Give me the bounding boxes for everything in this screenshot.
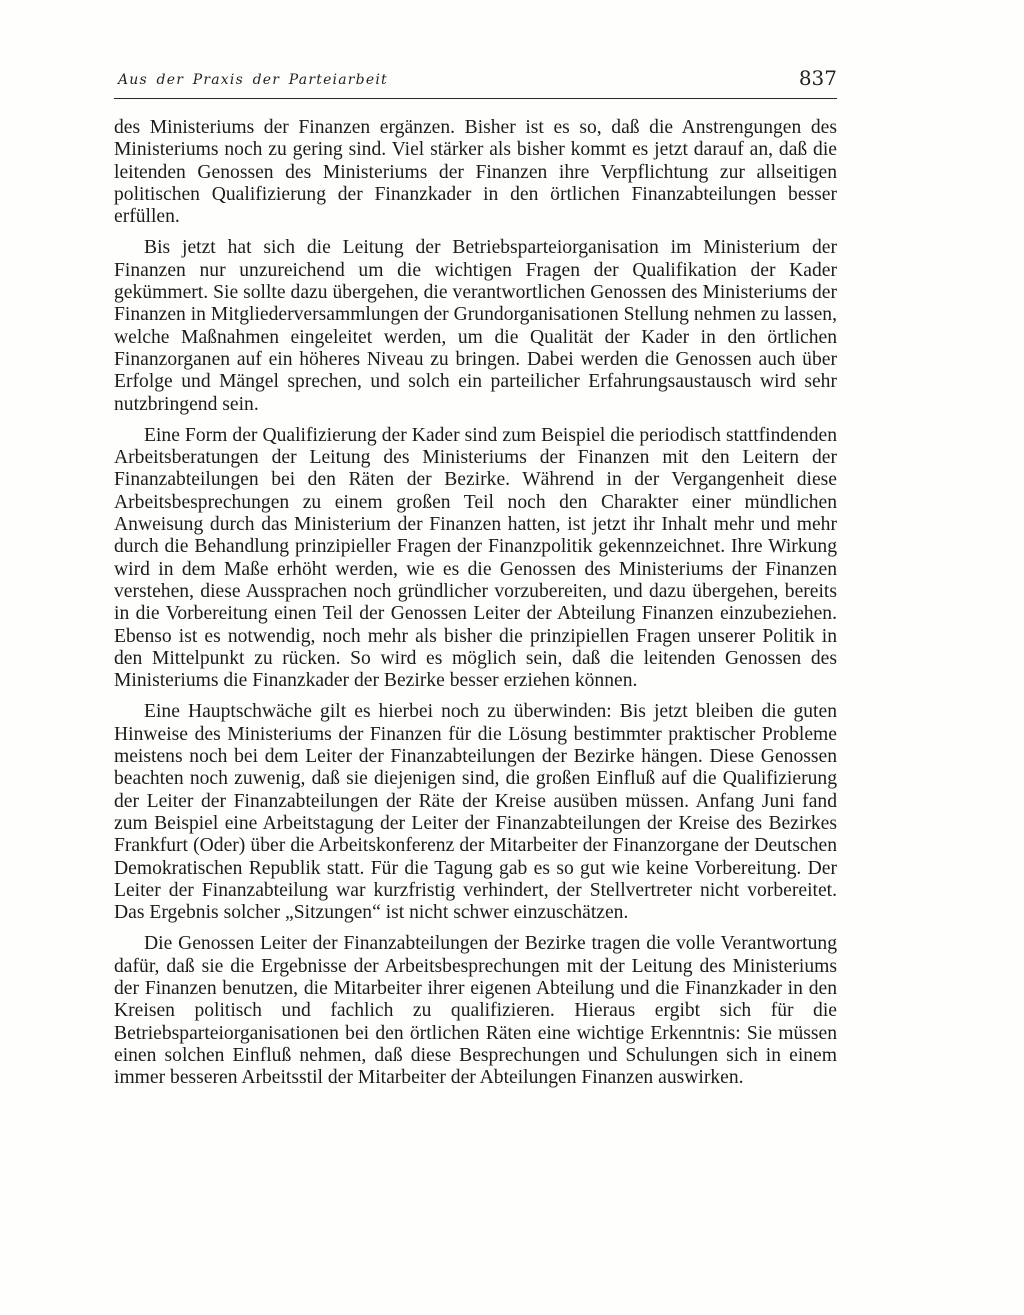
paragraph-5: Die Genossen Leiter der Finanzabteilungen der Bezirke tragen die volle Verantwortung dafür, daß sie die Ergebnisse der Arbeitsbesprechungen mit der Leitung des Ministeriums der Finanzen benutzen, die Mitarbeiter ihrer eigenen Abteilung und die Finanzkader in den Kreisen politisch und fachlich zu qualifizieren. Hieraus ergibt sich für die Betriebsparteiorganisationen bei den örtlichen Räten eine wichtige Erkenntnis: Sie müssen einen solchen Einfluß nehmen, daß diese Besprechungen und Schulungen sich in einem immer besseren Arbeitsstil der Mitarbeiter der Abteilungen Finanzen auswirken. xyxy=(114,933,837,1089)
paragraph-2: Bis jetzt hat sich die Leitung der Betriebsparteiorganisation im Ministerium der Finanzen nur unzureichend um die wichtigen Fragen der Qualifikation der Kader gekümmert. Sie sollte dazu übergehen, die verantwortlichen Genossen des Ministeriums der Finanzen in Mitgliederversammlungen der Grundorganisationen Stellung nehmen zu lassen, welche Maßnahmen eingeleitet werden, um die Qualität der Kader in den örtlichen Finanzorganen auf ein höheres Niveau zu bringen. Dabei werden die Genossen auch über Erfolge und Mängel sprechen, und solch ein parteilicher Erfahrungsaustausch wird sehr nutzbringend sein. xyxy=(114,237,837,415)
paragraph-4: Eine Hauptschwäche gilt es hierbei noch zu überwinden: Bis jetzt bleiben die guten Hinweise des Ministeriums der Finanzen für die Lösung bestimmter praktischer Probleme meistens noch bei dem Leiter der Finanzabteilungen der Bezirke hängen. Diese Genossen beachten noch zuwenig, daß sie diejenigen sind, die großen Einfluß auf die Qualifizierung der Leiter der Finanzabteilungen der Räte der Kreise ausüben müssen. Anfang Juni fand zum Beispiel eine Arbeitstagung der Leiter der Finanzabteilungen der Kreise des Bezirkes Frankfurt (Oder) über die Arbeitskonferenz der Mitarbeiter der Finanzorgane der Deutschen Demokratischen Republik statt. Für die Tagung gab es so gut wie keine Vorbereitung. Der Leiter der Finanzabteilung war kurzfristig verhindert, der Stellvertreter nicht vorbereitet. Das Ergebnis solcher „Sitzungen“ ist nicht schwer einzuschätzen. xyxy=(114,701,837,924)
running-header xyxy=(114,66,837,99)
paragraph-1: des Ministeriums der Finanzen ergänzen. Bisher ist es so, daß die Anstrengungen des Ministeriums noch zu gering sind. Viel stärker als bisher kommt es jetzt darauf an, daß die leitenden Genossen des Ministeriums der Finanzen ihre Verpflichtung zur allseitigen politischen Qualifizierung der Finanzkader in den örtlichen Finanzabteilungen besser erfüllen. xyxy=(114,117,837,228)
paragraph-3: Eine Form der Qualifizierung der Kader sind zum Beispiel die periodisch stattfindenden Arbeitsberatungen der Leitung des Ministeriums der Finanzen mit den Leitern der Finanzabteilungen bei den Räten der Bezirke. Während in der Vergangenheit diese Arbeitsbesprechungen zu einem großen Teil noch den Charakter einer mündlichen Anweisung durch das Ministerium der Finanzen hatten, ist jetzt ihr Inhalt mehr und mehr durch die Behandlung prinzipieller Fragen der Finanzpolitik gekennzeichnet. Ihre Wirkung wird in dem Maße erhöht werden, wie es die Genossen des Ministeriums der Finanzen verstehen, diese Aussprachen noch gründlicher vorzubereiten, und dazu übergehen, bereits in die Vorbereitung einen Teil der Genossen Leiter der Abteilung Finanzen einzubeziehen. Ebenso ist es notwendig, noch mehr als bisher die prinzipiellen Fragen unserer Politik in den Mittelpunkt zu rücken. So wird es möglich sein, daß die leitenden Genossen des Ministeriums die Finanzkader der Bezirke besser erziehen können. xyxy=(114,424,837,692)
body-text xyxy=(114,117,837,1089)
running-title: Aus der Praxis der Parteiarbeit xyxy=(118,72,388,88)
page-number: 837 xyxy=(798,66,837,90)
